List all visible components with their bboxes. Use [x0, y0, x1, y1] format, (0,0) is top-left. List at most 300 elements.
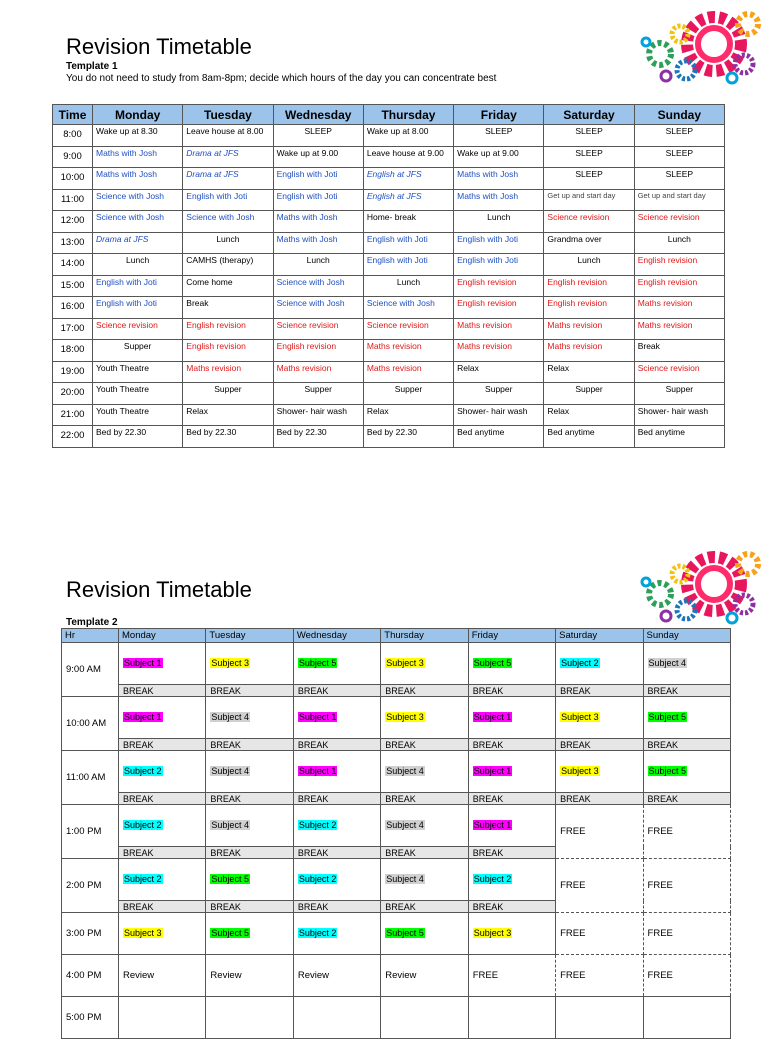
gears-icon: [636, 546, 764, 626]
subject-cell: [206, 805, 293, 847]
subject-label: FREE: [647, 826, 673, 837]
timetable-cell: English with Joti: [363, 232, 453, 254]
timetable-cell: Maths revision: [273, 361, 363, 383]
timetable-cell: English at JFS: [363, 189, 453, 211]
column-header: Tuesday: [206, 629, 293, 643]
subject-cell: [206, 751, 293, 793]
free-cell: [468, 955, 555, 997]
timetable-cell: Youth Theatre: [93, 361, 183, 383]
timetable-cell: Relax: [544, 361, 634, 383]
hour-cell: 4:00 PM: [62, 955, 119, 997]
timetable-cell: Lunch: [544, 254, 634, 276]
timetable-cell: Maths revision: [454, 318, 544, 340]
timetable-cell: English revision: [454, 297, 544, 319]
subject-label: Subject 4: [211, 820, 249, 830]
timetable-cell: SLEEP: [273, 125, 363, 147]
subject-label: Subject 5: [386, 928, 424, 938]
break-cell: BREAK: [643, 739, 730, 751]
template2-label: Template 2: [66, 617, 118, 628]
time-cell: 16:00: [53, 297, 93, 319]
subject-cell: [556, 643, 643, 685]
subject-cell: [206, 643, 293, 685]
subject-label: Subject 2: [298, 820, 337, 830]
timetable-cell: English revision: [183, 318, 273, 340]
timetable-cell: English revision: [544, 275, 634, 297]
break-cell: BREAK: [293, 793, 380, 805]
subject-cell: [643, 697, 730, 739]
break-cell: BREAK: [468, 901, 555, 913]
timetable-cell: Maths revision: [544, 318, 634, 340]
timetable-cell: English with Joti: [93, 275, 183, 297]
subject-label: FREE: [647, 880, 673, 891]
subject-label: Subject 3: [473, 928, 512, 938]
subject-label: Subject 5: [473, 658, 512, 668]
timetable-cell: Youth Theatre: [93, 383, 183, 405]
timetable-cell: English with Joti: [273, 189, 363, 211]
column-header: Time: [53, 105, 93, 125]
subject-cell: [293, 751, 380, 793]
timetable-cell: Shower- hair wash: [454, 404, 544, 426]
subject-label: Subject 5: [648, 712, 687, 722]
subject-cell: [119, 805, 206, 847]
subject-cell: [119, 751, 206, 793]
column-header: Wednesday: [273, 105, 363, 125]
subject-label: Subject 1: [298, 712, 337, 722]
subject-label: FREE: [560, 970, 586, 981]
subject-label: Subject 4: [211, 712, 249, 722]
timetable-cell: Get up and start day: [544, 189, 634, 211]
time-cell: 13:00: [53, 232, 93, 254]
subject-cell: [293, 805, 380, 847]
timetable-cell: Maths with Josh: [454, 168, 544, 190]
timetable-cell: Science revision: [93, 318, 183, 340]
timetable-cell: Home- break: [363, 211, 453, 233]
column-header: Tuesday: [183, 105, 273, 125]
subject-label: Subject 1: [473, 820, 512, 830]
subject-label: Subject 4: [386, 874, 424, 884]
subject-cell: [293, 697, 380, 739]
timetable-cell: English revision: [273, 340, 363, 362]
subject-label: Subject 1: [298, 766, 337, 776]
subject-label: Subject 2: [473, 874, 512, 884]
timetable-cell: Shower- hair wash: [634, 404, 724, 426]
column-header: Friday: [454, 105, 544, 125]
subject-cell: [556, 997, 643, 1039]
timetable-cell: Wake up at 9.00: [454, 146, 544, 168]
subject-cell: [381, 643, 468, 685]
table-row: [62, 955, 731, 997]
time-cell: 18:00: [53, 340, 93, 362]
table-row: [53, 340, 725, 362]
subject-cell: [381, 859, 468, 901]
hour-cell: 1:00 PM: [62, 805, 119, 859]
timetable-cell: Bed by 22.30: [183, 426, 273, 448]
time-cell: 22:00: [53, 426, 93, 448]
subject-label: Subject 1: [124, 712, 162, 722]
template1-note: You do not need to study from 8am-8pm; decide which hours of the day you can concentrate best: [66, 73, 497, 84]
timetable-cell: Drama at JFS: [183, 168, 273, 190]
timetable-cell: Wake up at 8.00: [363, 125, 453, 147]
break-cell: BREAK: [119, 793, 206, 805]
subject-cell: [119, 643, 206, 685]
subject-cell: [119, 955, 206, 997]
subject-cell: [206, 859, 293, 901]
subject-label: Subject 2: [298, 928, 337, 938]
column-header: Monday: [119, 629, 206, 643]
subject-label: FREE: [647, 970, 673, 981]
timetable-cell: English at JFS: [363, 168, 453, 190]
timetable-cell: Science revision: [634, 361, 724, 383]
subject-cell: [468, 751, 555, 793]
subject-cell: [206, 913, 293, 955]
hour-cell: 11:00 AM: [62, 751, 119, 805]
subject-label: FREE: [647, 928, 673, 939]
timetable-cell: Relax: [363, 404, 453, 426]
table-row: [53, 318, 725, 340]
subject-label: Subject 3: [561, 712, 599, 722]
subject-label: FREE: [560, 826, 586, 837]
subject-cell: [293, 643, 380, 685]
subject-label: FREE: [560, 880, 586, 891]
timetable-cell: Bed by 22.30: [363, 426, 453, 448]
table-row: [62, 805, 731, 847]
timetable-cell: Lunch: [183, 232, 273, 254]
time-cell: 8:00: [53, 125, 93, 147]
timetable-cell: Relax: [454, 361, 544, 383]
column-header: Thursday: [363, 105, 453, 125]
timetable-cell: SLEEP: [544, 146, 634, 168]
timetable-cell: Lunch: [273, 254, 363, 276]
subject-cell: [381, 997, 468, 1039]
break-cell: BREAK: [381, 739, 468, 751]
template2-title: Revision Timetable: [66, 577, 252, 602]
hour-cell: 3:00 PM: [62, 913, 119, 955]
timetable-cell: Supper: [183, 383, 273, 405]
timetable-cell: Maths revision: [183, 361, 273, 383]
hour-cell: 2:00 PM: [62, 859, 119, 913]
table-row: [53, 361, 725, 383]
break-cell: BREAK: [381, 901, 468, 913]
subject-cell: [206, 997, 293, 1039]
timetable-cell: CAMHS (therapy): [183, 254, 273, 276]
subject-cell: [293, 913, 380, 955]
subject-cell: [381, 751, 468, 793]
subject-label: Subject 5: [211, 928, 249, 938]
subject-cell: [293, 997, 380, 1039]
timetable-cell: Grandma over: [544, 232, 634, 254]
break-cell: BREAK: [643, 685, 730, 697]
timetable-cell: Shower- hair wash: [273, 404, 363, 426]
table-row: [62, 751, 731, 793]
subject-label: Subject 2: [124, 766, 162, 776]
subject-label: Subject 3: [124, 928, 162, 938]
subject-label: Subject 1: [473, 766, 512, 776]
timetable-cell: Maths revision: [634, 297, 724, 319]
free-cell: [556, 913, 643, 955]
break-cell: BREAK: [293, 901, 380, 913]
timetable-cell: Lunch: [454, 211, 544, 233]
subject-cell: [643, 751, 730, 793]
timetable-cell: English with Joti: [273, 168, 363, 190]
timetable-cell: Maths revision: [634, 318, 724, 340]
template1-table: [52, 104, 725, 448]
subject-label: Subject 5: [648, 766, 687, 776]
break-cell: BREAK: [119, 739, 206, 751]
timetable-cell: Bed by 22.30: [273, 426, 363, 448]
timetable-cell: Get up and start day: [634, 189, 724, 211]
timetable-cell: Maths with Josh: [93, 168, 183, 190]
timetable-cell: English with Joti: [454, 232, 544, 254]
subject-cell: [381, 913, 468, 955]
timetable-cell: Bed anytime: [634, 426, 724, 448]
hour-cell: 9:00 AM: [62, 643, 119, 697]
time-cell: 19:00: [53, 361, 93, 383]
break-cell: BREAK: [206, 739, 293, 751]
table-row: [53, 254, 725, 276]
time-cell: 9:00: [53, 146, 93, 168]
subject-cell: [468, 997, 555, 1039]
subject-cell: [206, 697, 293, 739]
subject-label: Subject 3: [386, 712, 424, 722]
column-header: Saturday: [544, 105, 634, 125]
free-cell: [556, 859, 643, 913]
timetable-cell: SLEEP: [634, 146, 724, 168]
break-cell: BREAK: [556, 793, 643, 805]
timetable-cell: Science with Josh: [183, 211, 273, 233]
timetable-cell: Come home: [183, 275, 273, 297]
table-row: [53, 168, 725, 190]
subject-cell: [468, 643, 555, 685]
subject-cell: [556, 751, 643, 793]
break-cell: BREAK: [119, 685, 206, 697]
subject-label: Subject 5: [211, 874, 249, 884]
timetable-cell: Maths with Josh: [454, 189, 544, 211]
subject-label: Subject 4: [386, 820, 424, 830]
subject-cell: [468, 913, 555, 955]
break-cell: BREAK: [206, 901, 293, 913]
break-cell: BREAK: [556, 739, 643, 751]
subject-label: Subject 4: [386, 766, 424, 776]
break-cell: BREAK: [119, 901, 206, 913]
break-cell: BREAK: [468, 739, 555, 751]
break-cell: BREAK: [206, 793, 293, 805]
timetable-cell: Bed anytime: [544, 426, 634, 448]
timetable-cell: Science with Josh: [363, 297, 453, 319]
table-row: [53, 426, 725, 448]
column-header: Sunday: [634, 105, 724, 125]
time-cell: 17:00: [53, 318, 93, 340]
time-cell: 20:00: [53, 383, 93, 405]
free-cell: [556, 805, 643, 859]
time-cell: 14:00: [53, 254, 93, 276]
subject-label: Subject 5: [298, 658, 337, 668]
table-row: [53, 211, 725, 233]
timetable-cell: Science revision: [544, 211, 634, 233]
timetable-cell: Science with Josh: [273, 297, 363, 319]
subject-cell: [468, 859, 555, 901]
column-header: Monday: [93, 105, 183, 125]
timetable-cell: Maths revision: [363, 340, 453, 362]
table-row: [53, 146, 725, 168]
timetable-cell: SLEEP: [454, 125, 544, 147]
timetable-cell: Lunch: [93, 254, 183, 276]
column-header: Hr: [62, 629, 119, 643]
free-cell: [556, 955, 643, 997]
subject-label: FREE: [472, 970, 499, 981]
table-row: [53, 275, 725, 297]
timetable-cell: English with Joti: [183, 189, 273, 211]
break-cell: BREAK: [293, 847, 380, 859]
timetable-cell: Youth Theatre: [93, 404, 183, 426]
free-cell: [643, 805, 730, 859]
hour-cell: 10:00 AM: [62, 697, 119, 751]
timetable-cell: Leave house at 8.00: [183, 125, 273, 147]
time-cell: 10:00: [53, 168, 93, 190]
timetable-cell: Maths with Josh: [273, 211, 363, 233]
hour-cell: 5:00 PM: [62, 997, 119, 1039]
time-cell: 12:00: [53, 211, 93, 233]
subject-cell: [206, 955, 293, 997]
break-cell: BREAK: [119, 847, 206, 859]
table-row: [53, 232, 725, 254]
subject-cell: [643, 643, 730, 685]
template1-title: Revision Timetable: [66, 34, 252, 59]
timetable-cell: English revision: [454, 275, 544, 297]
timetable-cell: Maths revision: [454, 340, 544, 362]
timetable-cell: Drama at JFS: [93, 232, 183, 254]
table-row: [53, 404, 725, 426]
subject-label: Subject 4: [648, 658, 687, 668]
free-cell: [643, 859, 730, 913]
break-cell: BREAK: [293, 739, 380, 751]
subject-label: FREE: [560, 928, 586, 939]
subject-label: Review: [385, 970, 417, 981]
timetable-cell: Drama at JFS: [183, 146, 273, 168]
timetable-cell: SLEEP: [634, 125, 724, 147]
break-cell: BREAK: [381, 847, 468, 859]
time-cell: 11:00: [53, 189, 93, 211]
timetable-cell: English revision: [634, 254, 724, 276]
column-header: Wednesday: [293, 629, 380, 643]
timetable-cell: Bed anytime: [454, 426, 544, 448]
subject-cell: [293, 955, 380, 997]
template1-label: Template 1: [66, 61, 118, 72]
timetable-cell: English with Joti: [454, 254, 544, 276]
timetable-cell: English revision: [634, 275, 724, 297]
timetable-cell: Science with Josh: [273, 275, 363, 297]
subject-cell: [119, 859, 206, 901]
break-cell: BREAK: [643, 793, 730, 805]
subject-label: Review: [297, 970, 329, 981]
subject-label: Subject 3: [561, 766, 599, 776]
table-row: [53, 297, 725, 319]
timetable-cell: English with Joti: [93, 297, 183, 319]
timetable-cell: Relax: [183, 404, 273, 426]
timetable-cell: Lunch: [363, 275, 453, 297]
gears-icon: [636, 6, 764, 86]
free-cell: [643, 955, 730, 997]
timetable-cell: Leave house at 9.00: [363, 146, 453, 168]
timetable-cell: English with Joti: [363, 254, 453, 276]
time-cell: 15:00: [53, 275, 93, 297]
timetable-cell: Supper: [363, 383, 453, 405]
subject-label: Subject 2: [124, 874, 162, 884]
subject-cell: [381, 955, 468, 997]
timetable-cell: Science revision: [273, 318, 363, 340]
timetable-cell: Break: [183, 297, 273, 319]
timetable-cell: English revision: [183, 340, 273, 362]
table-row: [53, 189, 725, 211]
subject-cell: [119, 913, 206, 955]
timetable-cell: SLEEP: [544, 168, 634, 190]
break-row: [62, 685, 731, 697]
subject-cell: [468, 697, 555, 739]
break-cell: BREAK: [468, 685, 555, 697]
timetable-cell: Science with Josh: [93, 189, 183, 211]
subject-label: Subject 3: [386, 658, 424, 668]
timetable-cell: SLEEP: [544, 125, 634, 147]
timetable-cell: Science revision: [363, 318, 453, 340]
subject-label: Review: [123, 970, 155, 981]
subject-cell: [119, 697, 206, 739]
timetable-cell: English revision: [544, 297, 634, 319]
break-cell: BREAK: [468, 847, 555, 859]
timetable-cell: Wake up at 8.30: [93, 125, 183, 147]
timetable-cell: Lunch: [634, 232, 724, 254]
break-cell: BREAK: [206, 685, 293, 697]
break-row: [62, 739, 731, 751]
timetable-cell: Supper: [93, 340, 183, 362]
time-cell: 21:00: [53, 404, 93, 426]
subject-label: Subject 2: [298, 874, 337, 884]
timetable-cell: Supper: [454, 383, 544, 405]
table-row: [53, 125, 725, 147]
break-cell: BREAK: [468, 793, 555, 805]
subject-cell: [381, 697, 468, 739]
subject-cell: [119, 997, 206, 1039]
table-row: [62, 643, 731, 685]
timetable-cell: Break: [634, 340, 724, 362]
timetable-cell: SLEEP: [634, 168, 724, 190]
template2-table: [61, 628, 731, 1039]
timetable-cell: Maths with Josh: [93, 146, 183, 168]
subject-cell: [556, 697, 643, 739]
subject-label: Subject 1: [473, 712, 512, 722]
timetable-cell: Maths revision: [363, 361, 453, 383]
timetable-cell: Science with Josh: [93, 211, 183, 233]
subject-cell: [468, 805, 555, 847]
free-cell: [643, 913, 730, 955]
break-cell: BREAK: [206, 847, 293, 859]
subject-label: Subject 3: [211, 658, 249, 668]
subject-label: Subject 2: [124, 820, 162, 830]
timetable-cell: Relax: [544, 404, 634, 426]
timetable-cell: Supper: [544, 383, 634, 405]
subject-cell: [293, 859, 380, 901]
table-row: [62, 913, 731, 955]
subject-cell: [643, 997, 730, 1039]
subject-cell: [381, 805, 468, 847]
subject-label: Subject 1: [124, 658, 162, 668]
table-row: [53, 383, 725, 405]
table-row: [62, 997, 731, 1039]
timetable-cell: Science revision: [634, 211, 724, 233]
timetable-cell: Supper: [273, 383, 363, 405]
table-row: [62, 859, 731, 901]
timetable-cell: Maths revision: [544, 340, 634, 362]
break-cell: BREAK: [381, 793, 468, 805]
break-row: [62, 793, 731, 805]
